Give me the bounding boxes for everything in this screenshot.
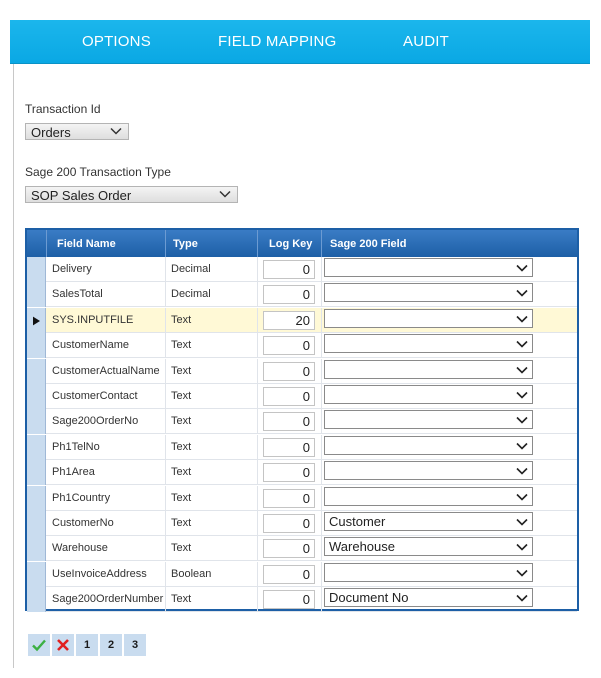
row-selector[interactable] (27, 308, 46, 333)
tab-field-mapping[interactable]: FIELD MAPPING (218, 33, 337, 50)
chevron-down-icon (516, 287, 528, 299)
sage-field-value: Customer (329, 514, 386, 529)
column-divider (321, 486, 322, 511)
type-cell: Text (171, 466, 192, 479)
field-name-cell: CustomerNo (52, 517, 114, 529)
sage-field-select[interactable] (324, 563, 533, 582)
chevron-down-icon (516, 414, 528, 426)
row-selector[interactable] (27, 511, 46, 536)
column-divider (165, 435, 166, 460)
type-cell: Decimal (171, 263, 211, 275)
column-divider (257, 536, 258, 561)
transaction-type-value: SOP Sales Order (31, 188, 132, 203)
field-name-cell: Ph1Area (52, 466, 95, 479)
field-name-cell: Ph1Country (52, 491, 111, 504)
column-divider (165, 460, 166, 485)
column-divider (257, 562, 258, 587)
table-row[interactable] (27, 460, 577, 485)
row-selector[interactable] (27, 384, 46, 409)
column-divider (257, 460, 258, 485)
column-header-type[interactable]: Type (173, 238, 198, 250)
grid-header (27, 230, 577, 257)
header-divider (165, 230, 166, 257)
table-row[interactable] (27, 333, 577, 358)
column-header-sage-field[interactable]: Sage 200 Field (330, 238, 407, 250)
column-divider (165, 511, 166, 536)
row-selector[interactable] (27, 333, 46, 358)
column-divider (257, 486, 258, 511)
log-key-input[interactable]: 0 (263, 438, 315, 457)
column-divider (321, 282, 322, 307)
chevron-down-icon (516, 516, 528, 528)
transaction-type-select[interactable] (25, 186, 238, 203)
row-selector[interactable] (27, 409, 46, 434)
column-header-log-key[interactable]: Log Key (269, 238, 313, 250)
column-divider (257, 308, 258, 333)
table-row[interactable] (27, 409, 577, 434)
row-selector[interactable] (27, 435, 46, 460)
header-divider (46, 230, 47, 257)
column-divider (165, 562, 166, 587)
type-cell: Decimal (171, 288, 211, 301)
column-divider (165, 536, 166, 561)
row-selector[interactable] (27, 460, 46, 485)
row-selector[interactable] (27, 282, 46, 307)
chevron-down-icon (516, 491, 528, 503)
chevron-down-icon (110, 125, 122, 137)
chevron-down-icon (219, 188, 231, 200)
column-header-field-name[interactable]: Field Name (57, 238, 116, 250)
field-name-cell: Ph1TelNo (52, 440, 100, 453)
column-divider (321, 384, 322, 409)
row-selector[interactable] (27, 257, 46, 282)
field-name-cell: CustomerName (52, 339, 130, 352)
field-mapping-grid (25, 228, 579, 611)
chevron-down-icon (516, 592, 528, 604)
column-divider (321, 308, 322, 333)
column-divider (321, 409, 322, 434)
column-divider (257, 333, 258, 358)
sage-field-select[interactable] (324, 385, 533, 404)
x-icon (55, 637, 71, 653)
log-key-input[interactable]: 20 (263, 311, 315, 330)
accept-button[interactable] (28, 634, 50, 656)
row-selector[interactable] (27, 587, 46, 612)
transaction-id-select[interactable] (25, 123, 129, 140)
row-selector[interactable] (27, 359, 46, 384)
log-key-input[interactable]: 0 (263, 336, 315, 355)
chevron-down-icon (516, 389, 528, 401)
column-divider (321, 511, 322, 536)
chevron-down-icon (516, 364, 528, 376)
log-key-input[interactable]: 0 (263, 362, 315, 381)
table-row[interactable] (27, 511, 577, 536)
field-name-cell: UseInvoiceAddress (52, 567, 147, 580)
top-nav-bar (10, 20, 590, 64)
sage-field-select[interactable] (324, 588, 533, 607)
field-name-cell: SYS.INPUTFILE (52, 313, 134, 326)
log-key-input[interactable]: 0 (263, 514, 315, 533)
column-divider (165, 282, 166, 307)
field-name-cell: SalesTotal (52, 288, 103, 301)
log-key-input[interactable]: 0 (263, 285, 315, 304)
chevron-down-icon (516, 567, 528, 579)
sage-field-select[interactable] (324, 283, 533, 302)
field-name-cell: Sage200OrderNumber (52, 593, 164, 606)
row-selector[interactable] (27, 536, 46, 561)
log-key-input[interactable]: 0 (263, 463, 315, 482)
column-divider (321, 562, 322, 587)
field-name-cell: CustomerActualName (52, 364, 160, 377)
sage-field-select[interactable] (324, 309, 533, 328)
log-key-input[interactable]: 0 (263, 489, 315, 508)
sage-field-select[interactable] (324, 512, 533, 531)
sage-field-select[interactable] (324, 410, 533, 429)
sage-field-value: Warehouse (329, 539, 395, 555)
log-key-input[interactable]: 0 (263, 565, 315, 584)
log-key-input[interactable]: 0 (263, 260, 315, 279)
type-cell: Text (171, 339, 192, 352)
cancel-button[interactable] (52, 634, 74, 656)
field-name-cell: Warehouse (52, 542, 108, 555)
column-divider (257, 409, 258, 434)
field-name-cell: Sage200OrderNo (52, 415, 139, 428)
page-button-2[interactable]: 2 (100, 634, 122, 656)
column-divider (165, 308, 166, 333)
column-divider (257, 587, 258, 612)
table-row[interactable] (27, 359, 577, 384)
page-button-1[interactable]: 1 (76, 634, 98, 656)
chevron-down-icon (516, 338, 528, 350)
row-pointer-icon (33, 316, 40, 326)
sage-field-select[interactable] (324, 334, 533, 353)
column-divider (321, 333, 322, 358)
table-row[interactable] (27, 562, 577, 587)
type-cell: Text (171, 440, 192, 453)
column-divider (257, 282, 258, 307)
sage-field-select[interactable] (324, 461, 533, 480)
type-cell: Text (171, 517, 192, 529)
transaction-type-label: Sage 200 Transaction Type (25, 165, 171, 179)
type-cell: Text (171, 593, 192, 606)
table-row[interactable] (27, 587, 577, 612)
table-row[interactable] (27, 384, 577, 409)
tab-options[interactable]: OPTIONS (82, 33, 151, 50)
check-icon (31, 637, 47, 653)
type-cell: Text (171, 491, 192, 504)
chevron-down-icon (516, 465, 528, 477)
sage-field-value: Document No (329, 590, 409, 606)
tab-audit[interactable]: AUDIT (403, 33, 449, 50)
column-divider (257, 435, 258, 460)
field-name-cell: Delivery (52, 263, 92, 275)
column-divider (165, 384, 166, 409)
header-divider (257, 230, 258, 257)
column-divider (165, 587, 166, 612)
type-cell: Text (171, 542, 192, 555)
log-key-input[interactable]: 0 (263, 387, 315, 406)
column-divider (165, 333, 166, 358)
column-divider (321, 257, 322, 282)
chevron-down-icon (516, 440, 528, 452)
row-selector[interactable] (27, 486, 46, 511)
column-divider (165, 409, 166, 434)
type-cell: Text (171, 313, 192, 326)
transaction-id-value: Orders (31, 125, 71, 140)
column-divider (257, 511, 258, 536)
page-button-3[interactable]: 3 (124, 634, 146, 656)
column-divider (321, 536, 322, 561)
sage-field-select[interactable] (324, 487, 533, 506)
column-divider (165, 486, 166, 511)
sage-field-select[interactable] (324, 537, 533, 556)
type-cell: Text (171, 390, 192, 402)
type-cell: Text (171, 415, 192, 428)
table-row[interactable] (27, 257, 577, 282)
log-key-input[interactable]: 0 (263, 412, 315, 431)
column-divider (321, 460, 322, 485)
sage-field-select[interactable] (324, 360, 533, 379)
column-divider (165, 359, 166, 384)
column-divider (321, 359, 322, 384)
header-divider (321, 230, 322, 257)
table-row[interactable] (27, 486, 577, 511)
sage-field-select[interactable] (324, 258, 533, 277)
row-selector[interactable] (27, 562, 46, 587)
field-name-cell: CustomerContact (52, 390, 138, 402)
column-divider (321, 435, 322, 460)
sage-field-select[interactable] (324, 436, 533, 455)
transaction-id-label: Transaction Id (25, 102, 101, 116)
type-cell: Text (171, 364, 192, 377)
table-row[interactable] (27, 435, 577, 460)
column-divider (165, 257, 166, 282)
type-cell: Boolean (171, 567, 212, 580)
table-row[interactable] (27, 308, 577, 333)
table-row[interactable] (27, 536, 577, 561)
log-key-input[interactable]: 0 (263, 590, 315, 609)
column-divider (257, 257, 258, 282)
chevron-down-icon (516, 313, 528, 325)
chevron-down-icon (516, 541, 528, 553)
column-divider (257, 359, 258, 384)
log-key-input[interactable]: 0 (263, 539, 315, 558)
column-divider (321, 587, 322, 612)
chevron-down-icon (516, 262, 528, 274)
table-row[interactable] (27, 282, 577, 307)
column-divider (257, 384, 258, 409)
